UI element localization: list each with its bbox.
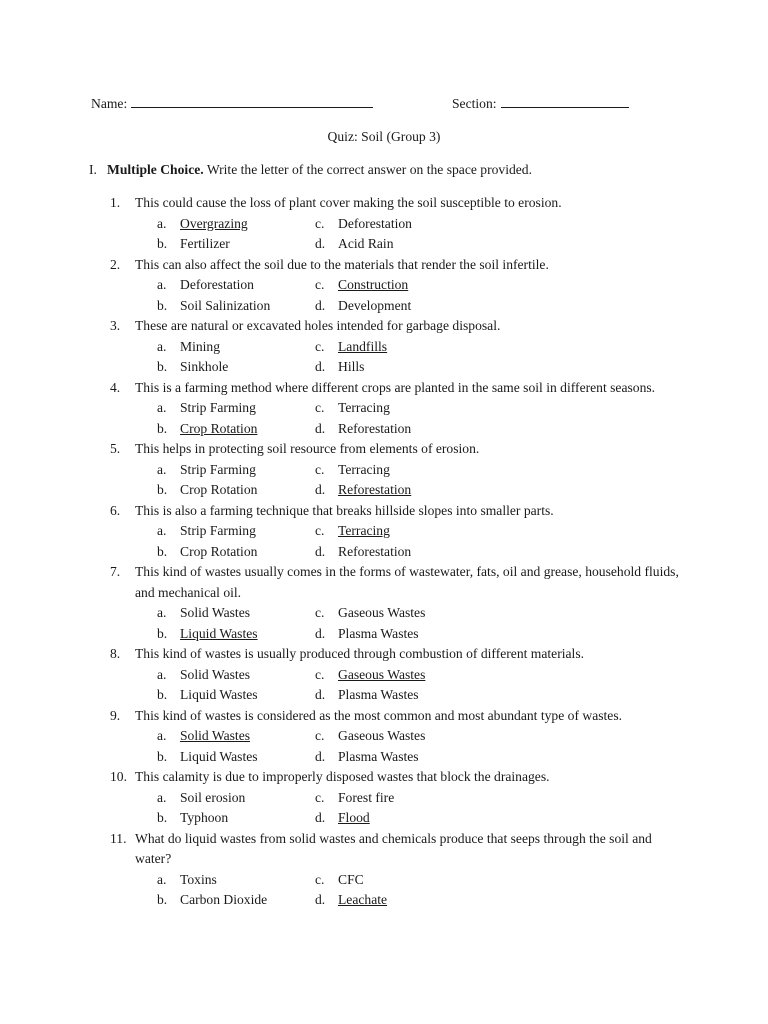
choice-letter: b. xyxy=(157,236,168,251)
question-number: 1. xyxy=(110,195,121,210)
choice-option[interactable] xyxy=(315,624,515,645)
question-item xyxy=(110,644,690,706)
question-text: This helps in protecting soil resource from elements of erosion. xyxy=(135,441,480,456)
choice-letter: c. xyxy=(315,789,325,805)
choice-text: Acid Rain xyxy=(338,236,394,251)
choice-letter: a. xyxy=(157,605,167,620)
question-number: 11. xyxy=(110,830,127,846)
choice-text: Carbon Dioxide xyxy=(180,892,268,907)
choice-option[interactable] xyxy=(315,603,515,624)
choice-letter: d. xyxy=(315,810,326,825)
choice-letter: d. xyxy=(315,297,326,313)
choice-option[interactable] xyxy=(157,542,315,563)
choice-letter: c. xyxy=(315,605,325,620)
section-label: Section: xyxy=(452,96,497,111)
choice-option[interactable] xyxy=(315,480,515,501)
choice-letter: b. xyxy=(157,810,168,825)
choice-letter: c. xyxy=(315,400,325,415)
question-item xyxy=(110,706,690,768)
choice-letter: a. xyxy=(157,789,167,805)
choice-text: Terracing xyxy=(338,400,390,415)
choice-option[interactable] xyxy=(315,275,515,296)
name-field[interactable] xyxy=(91,93,373,115)
question-number: 10. xyxy=(110,769,127,784)
choice-option[interactable] xyxy=(315,542,515,563)
choice-text: Toxins xyxy=(180,871,217,887)
question-item xyxy=(110,501,690,563)
choice-letter: b. xyxy=(157,625,168,641)
choice-grid xyxy=(157,275,690,316)
question-number: 6. xyxy=(110,502,121,518)
question-number: 3. xyxy=(110,318,121,333)
choice-text: Mining xyxy=(180,338,221,354)
choice-letter: c. xyxy=(315,728,325,743)
choice-letter: c. xyxy=(315,338,325,354)
choice-letter: a. xyxy=(157,666,167,682)
choice-option[interactable] xyxy=(157,685,315,706)
part-number: I. xyxy=(89,162,97,177)
choice-text: Plasma Wastes xyxy=(338,687,419,702)
choice-letter: c. xyxy=(315,461,325,477)
question-text: What do liquid wastes from solid wastes and chemicals produce that seeps through the soil and water? xyxy=(135,830,652,866)
choice-letter: a. xyxy=(157,461,167,477)
choice-text: Typhoon xyxy=(180,810,229,825)
question-text: This could cause the loss of plant cover making the soil susceptible to erosion. xyxy=(135,195,562,210)
choice-letter: b. xyxy=(157,748,168,764)
question-item xyxy=(110,378,690,440)
choice-letter: d. xyxy=(315,359,326,374)
choice-option[interactable] xyxy=(157,296,315,317)
question-item xyxy=(110,767,690,829)
choice-grid xyxy=(157,665,690,706)
question-number: 8. xyxy=(110,646,121,661)
choice-text: Soil Salinization xyxy=(180,297,271,313)
choice-text: Terracing xyxy=(338,461,390,477)
question-number: 4. xyxy=(110,379,121,395)
choice-option[interactable] xyxy=(157,870,315,891)
choice-text: Solid Wastes xyxy=(180,666,251,682)
choice-text: Solid Wastes xyxy=(180,605,251,620)
question-row xyxy=(110,255,690,276)
choice-text: Hills xyxy=(338,359,365,374)
question-row xyxy=(110,562,690,603)
question-item xyxy=(110,255,690,317)
question-item xyxy=(110,193,690,255)
choice-grid xyxy=(157,870,690,911)
choice-text: Forest fire xyxy=(338,789,395,805)
choice-text-answer: Leachate xyxy=(338,892,388,907)
choice-option[interactable] xyxy=(315,665,515,686)
choice-letter: a. xyxy=(157,523,167,538)
choice-option[interactable] xyxy=(157,337,315,358)
question-row xyxy=(110,378,690,399)
question-item xyxy=(110,829,690,911)
choice-option[interactable] xyxy=(157,788,315,809)
choice-letter: b. xyxy=(157,892,168,907)
choice-option[interactable] xyxy=(315,685,515,706)
choice-text: Crop Rotation xyxy=(180,543,258,559)
choice-text: Deforestation xyxy=(338,215,412,231)
choice-text: Liquid Wastes xyxy=(180,687,258,702)
choice-grid xyxy=(157,398,690,439)
choice-option[interactable] xyxy=(315,337,515,358)
choice-text: Fertilizer xyxy=(180,236,230,251)
question-row xyxy=(110,193,690,214)
choice-text: Plasma Wastes xyxy=(338,625,419,641)
choice-option[interactable] xyxy=(157,521,315,542)
choice-option[interactable] xyxy=(157,665,315,686)
choice-letter: a. xyxy=(157,338,167,354)
choice-letter: c. xyxy=(315,666,325,682)
instruction-heading: Multiple Choice. xyxy=(107,162,204,177)
choice-letter: a. xyxy=(157,728,167,743)
choice-letter: c. xyxy=(315,871,325,887)
choice-option[interactable] xyxy=(315,788,515,809)
choice-grid xyxy=(157,726,690,767)
question-number: 7. xyxy=(110,564,121,579)
question-row xyxy=(110,829,690,870)
choice-option[interactable] xyxy=(315,296,515,317)
question-row xyxy=(110,706,690,727)
quiz-title: Quiz: Soil (Group 3) xyxy=(327,129,441,144)
choice-text: Strip Farming xyxy=(180,400,256,415)
choice-text-answer: Crop Rotation xyxy=(180,420,258,436)
choice-option[interactable] xyxy=(315,521,515,542)
choice-grid xyxy=(157,788,690,829)
choice-text: Sinkhole xyxy=(180,359,229,374)
choice-option[interactable] xyxy=(157,398,315,419)
choice-text-answer: Flood xyxy=(338,810,370,825)
choice-text: Gaseous Wastes xyxy=(338,728,426,743)
choice-letter: b. xyxy=(157,297,168,313)
choice-letter: b. xyxy=(157,543,168,559)
instruction-text: Write the letter of the correct answer on the space provided. xyxy=(203,162,533,177)
choice-letter: b. xyxy=(157,687,168,702)
choice-letter: a. xyxy=(157,277,167,292)
choice-option[interactable] xyxy=(315,726,515,747)
choice-option[interactable] xyxy=(157,480,315,501)
choice-letter: c. xyxy=(315,215,325,231)
choice-option[interactable] xyxy=(315,214,515,235)
choice-option[interactable] xyxy=(157,214,315,235)
choice-letter: d. xyxy=(315,748,326,764)
choice-letter: d. xyxy=(315,543,326,559)
name-blank-line[interactable] xyxy=(131,93,373,108)
question-item xyxy=(110,316,690,378)
choice-text: Deforestation xyxy=(180,277,254,292)
choice-text-answer: Gaseous Wastes xyxy=(338,666,426,682)
choice-option[interactable] xyxy=(157,624,315,645)
question-row xyxy=(110,316,690,337)
choice-letter: a. xyxy=(157,400,167,415)
choice-option[interactable] xyxy=(157,275,315,296)
choice-letter: d. xyxy=(315,236,326,251)
choice-grid xyxy=(157,337,690,378)
choice-option[interactable] xyxy=(315,357,515,378)
choice-letter: b. xyxy=(157,359,168,374)
choice-text-answer: Construction xyxy=(338,277,409,292)
instruction-line xyxy=(89,160,532,181)
choice-option[interactable] xyxy=(315,419,515,440)
question-text: This can also affect the soil due to the materials that render the soil infertile. xyxy=(135,256,549,272)
choice-text: Strip Farming xyxy=(180,523,256,538)
choice-option[interactable] xyxy=(315,234,515,255)
choice-option[interactable] xyxy=(157,808,315,829)
name-label: Name: xyxy=(91,96,128,111)
choice-letter: d. xyxy=(315,892,326,907)
choice-text: Development xyxy=(338,297,412,313)
choice-text-answer: Solid Wastes xyxy=(180,728,251,743)
question-text: This kind of wastes is considered as the most common and most abundant type of wastes. xyxy=(135,707,623,723)
choice-text: Soil erosion xyxy=(180,789,246,805)
question-item xyxy=(110,562,690,644)
question-row xyxy=(110,644,690,665)
choice-option[interactable] xyxy=(157,890,315,911)
section-blank-line[interactable] xyxy=(501,93,629,108)
choice-letter: d. xyxy=(315,625,326,641)
choice-text: Liquid Wastes xyxy=(180,748,258,764)
choice-letter: b. xyxy=(157,482,168,497)
choice-letter: c. xyxy=(315,523,325,538)
choice-option[interactable] xyxy=(315,747,515,768)
choice-option[interactable] xyxy=(315,870,515,891)
section-field[interactable] xyxy=(452,93,629,115)
question-number: 9. xyxy=(110,707,121,723)
choice-text: Gaseous Wastes xyxy=(338,605,426,620)
choice-letter: c. xyxy=(315,277,325,292)
choice-option[interactable] xyxy=(157,726,315,747)
choice-letter: d. xyxy=(315,420,326,436)
choice-option[interactable] xyxy=(157,419,315,440)
choice-text: Reforestation xyxy=(338,420,412,436)
choice-text-answer: Terracing xyxy=(338,523,390,538)
choice-text: Reforestation xyxy=(338,543,412,559)
choice-text-answer: Landfills xyxy=(338,338,388,354)
choice-text-answer: Reforestation xyxy=(338,482,412,497)
question-row xyxy=(110,501,690,522)
choice-option[interactable] xyxy=(157,747,315,768)
question-row xyxy=(110,439,690,460)
choice-option[interactable] xyxy=(315,890,515,911)
choice-option[interactable] xyxy=(157,357,315,378)
choice-letter: b. xyxy=(157,420,168,436)
choice-letter: d. xyxy=(315,687,326,702)
choice-text: CFC xyxy=(338,871,364,887)
choice-grid xyxy=(157,214,690,255)
choice-grid xyxy=(157,521,690,562)
question-number: 2. xyxy=(110,256,121,272)
choice-option[interactable] xyxy=(315,398,515,419)
choice-letter: a. xyxy=(157,215,167,231)
choice-grid xyxy=(157,460,690,501)
choice-option[interactable] xyxy=(157,234,315,255)
choice-option[interactable] xyxy=(315,808,515,829)
choice-text: Crop Rotation xyxy=(180,482,258,497)
choice-letter: a. xyxy=(157,871,167,887)
choice-grid xyxy=(157,603,690,644)
choice-option[interactable] xyxy=(157,460,315,481)
choice-text: Plasma Wastes xyxy=(338,748,419,764)
question-item xyxy=(110,439,690,501)
question-row xyxy=(110,767,690,788)
choice-text: Strip Farming xyxy=(180,461,256,477)
question-text: This calamity is due to improperly disposed wastes that block the drainages. xyxy=(135,769,550,784)
choice-letter: d. xyxy=(315,482,326,497)
question-text: This is a farming method where different crops are planted in the same soil in different seasons. xyxy=(135,379,656,395)
question-text: This is also a farming technique that breaks hillside slopes into smaller parts. xyxy=(135,502,554,518)
choice-text-answer: Liquid Wastes xyxy=(180,625,258,641)
question-text: These are natural or excavated holes intended for garbage disposal. xyxy=(135,318,501,333)
question-text: This kind of wastes usually comes in the forms of wastewater, fats, oil and grease, household fluids, and mechanical oil. xyxy=(135,564,679,600)
choice-text-answer: Overgrazing xyxy=(180,215,248,231)
question-number: 5. xyxy=(110,441,121,456)
choice-option[interactable] xyxy=(157,603,315,624)
question-text: This kind of wastes is usually produced through combustion of different materials. xyxy=(135,646,585,661)
choice-option[interactable] xyxy=(315,460,515,481)
question-list xyxy=(110,193,690,911)
